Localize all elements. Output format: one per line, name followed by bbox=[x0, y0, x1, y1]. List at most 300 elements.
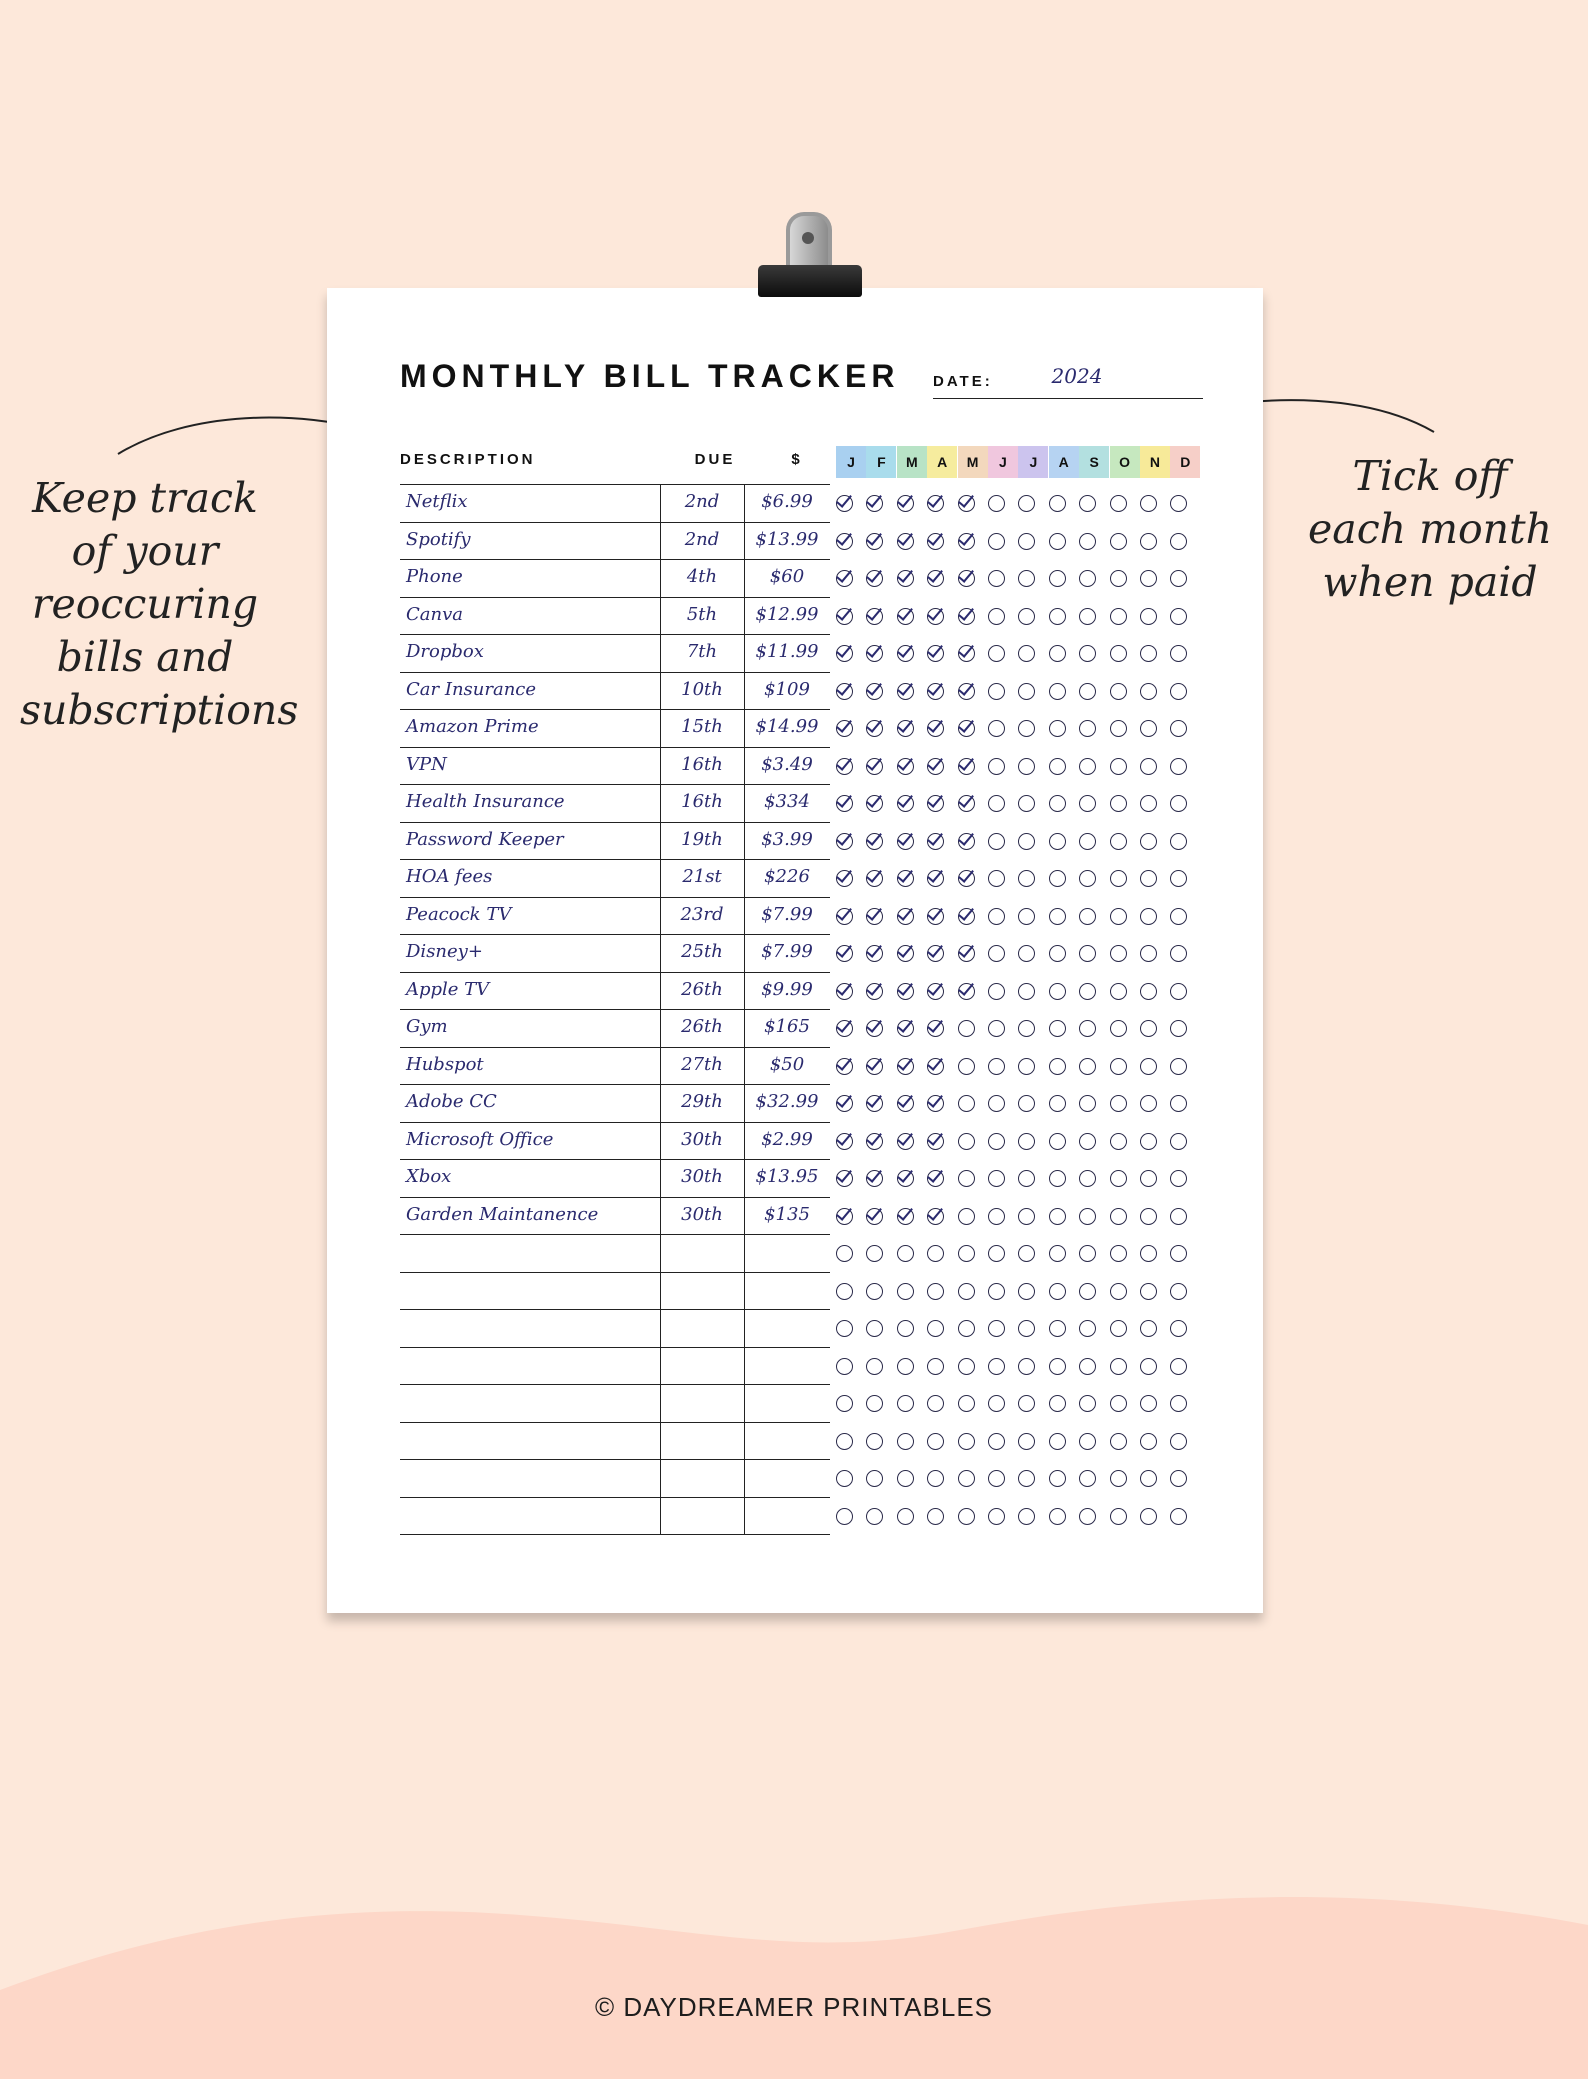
unpaid-circle-icon[interactable] bbox=[1079, 945, 1096, 962]
unpaid-circle-icon[interactable] bbox=[1170, 1058, 1187, 1075]
unpaid-circle-icon[interactable] bbox=[1079, 1245, 1096, 1262]
unpaid-circle-icon[interactable] bbox=[988, 1433, 1005, 1450]
unpaid-circle-icon[interactable] bbox=[1110, 758, 1127, 775]
paid-check-icon[interactable] bbox=[927, 795, 944, 812]
unpaid-circle-icon[interactable] bbox=[1049, 645, 1066, 662]
unpaid-circle-icon[interactable] bbox=[836, 1358, 853, 1375]
unpaid-circle-icon[interactable] bbox=[988, 1058, 1005, 1075]
unpaid-circle-icon[interactable] bbox=[866, 1508, 883, 1525]
unpaid-circle-icon[interactable] bbox=[866, 1395, 883, 1412]
unpaid-circle-icon[interactable] bbox=[1140, 983, 1157, 1000]
paid-check-icon[interactable] bbox=[866, 1095, 883, 1112]
unpaid-circle-icon[interactable] bbox=[1049, 758, 1066, 775]
unpaid-circle-icon[interactable] bbox=[1079, 720, 1096, 737]
unpaid-circle-icon[interactable] bbox=[1018, 1433, 1035, 1450]
paid-check-icon[interactable] bbox=[866, 833, 883, 850]
unpaid-circle-icon[interactable] bbox=[1018, 1020, 1035, 1037]
paid-check-icon[interactable] bbox=[866, 645, 883, 662]
unpaid-circle-icon[interactable] bbox=[1049, 795, 1066, 812]
unpaid-circle-icon[interactable] bbox=[1018, 1170, 1035, 1187]
unpaid-circle-icon[interactable] bbox=[1110, 1133, 1127, 1150]
paid-check-icon[interactable] bbox=[897, 870, 914, 887]
unpaid-circle-icon[interactable] bbox=[1140, 683, 1157, 700]
paid-check-icon[interactable] bbox=[958, 758, 975, 775]
unpaid-circle-icon[interactable] bbox=[1170, 1358, 1187, 1375]
unpaid-circle-icon[interactable] bbox=[1018, 1320, 1035, 1337]
paid-check-icon[interactable] bbox=[958, 608, 975, 625]
unpaid-circle-icon[interactable] bbox=[1140, 1133, 1157, 1150]
paid-check-icon[interactable] bbox=[958, 870, 975, 887]
paid-check-icon[interactable] bbox=[836, 683, 853, 700]
unpaid-circle-icon[interactable] bbox=[1140, 945, 1157, 962]
unpaid-circle-icon[interactable] bbox=[1079, 1470, 1096, 1487]
paid-check-icon[interactable] bbox=[927, 683, 944, 700]
unpaid-circle-icon[interactable] bbox=[1170, 758, 1187, 775]
unpaid-circle-icon[interactable] bbox=[1140, 1170, 1157, 1187]
unpaid-circle-icon[interactable] bbox=[1110, 1245, 1127, 1262]
paid-check-icon[interactable] bbox=[927, 495, 944, 512]
unpaid-circle-icon[interactable] bbox=[1079, 1433, 1096, 1450]
unpaid-circle-icon[interactable] bbox=[1110, 720, 1127, 737]
unpaid-circle-icon[interactable] bbox=[1140, 1433, 1157, 1450]
unpaid-circle-icon[interactable] bbox=[1018, 495, 1035, 512]
paid-check-icon[interactable] bbox=[897, 645, 914, 662]
paid-check-icon[interactable] bbox=[836, 495, 853, 512]
unpaid-circle-icon[interactable] bbox=[1079, 870, 1096, 887]
unpaid-circle-icon[interactable] bbox=[1110, 908, 1127, 925]
unpaid-circle-icon[interactable] bbox=[958, 1020, 975, 1037]
unpaid-circle-icon[interactable] bbox=[1049, 1433, 1066, 1450]
unpaid-circle-icon[interactable] bbox=[1049, 1020, 1066, 1037]
paid-check-icon[interactable] bbox=[897, 683, 914, 700]
paid-check-icon[interactable] bbox=[866, 908, 883, 925]
unpaid-circle-icon[interactable] bbox=[988, 1508, 1005, 1525]
unpaid-circle-icon[interactable] bbox=[927, 1245, 944, 1262]
unpaid-circle-icon[interactable] bbox=[897, 1508, 914, 1525]
unpaid-circle-icon[interactable] bbox=[866, 1470, 883, 1487]
paid-check-icon[interactable] bbox=[958, 833, 975, 850]
paid-check-icon[interactable] bbox=[836, 945, 853, 962]
unpaid-circle-icon[interactable] bbox=[1079, 1358, 1096, 1375]
unpaid-circle-icon[interactable] bbox=[866, 1245, 883, 1262]
unpaid-circle-icon[interactable] bbox=[1079, 645, 1096, 662]
paid-check-icon[interactable] bbox=[897, 758, 914, 775]
paid-check-icon[interactable] bbox=[836, 908, 853, 925]
unpaid-circle-icon[interactable] bbox=[1140, 533, 1157, 550]
unpaid-circle-icon[interactable] bbox=[988, 983, 1005, 1000]
unpaid-circle-icon[interactable] bbox=[1049, 495, 1066, 512]
paid-check-icon[interactable] bbox=[897, 908, 914, 925]
unpaid-circle-icon[interactable] bbox=[988, 683, 1005, 700]
unpaid-circle-icon[interactable] bbox=[1018, 1245, 1035, 1262]
unpaid-circle-icon[interactable] bbox=[1018, 983, 1035, 1000]
unpaid-circle-icon[interactable] bbox=[1140, 833, 1157, 850]
unpaid-circle-icon[interactable] bbox=[1170, 1133, 1187, 1150]
unpaid-circle-icon[interactable] bbox=[1170, 533, 1187, 550]
unpaid-circle-icon[interactable] bbox=[958, 1208, 975, 1225]
unpaid-circle-icon[interactable] bbox=[1170, 1245, 1187, 1262]
unpaid-circle-icon[interactable] bbox=[1049, 533, 1066, 550]
unpaid-circle-icon[interactable] bbox=[897, 1245, 914, 1262]
paid-check-icon[interactable] bbox=[836, 1095, 853, 1112]
unpaid-circle-icon[interactable] bbox=[927, 1470, 944, 1487]
paid-check-icon[interactable] bbox=[958, 983, 975, 1000]
unpaid-circle-icon[interactable] bbox=[1140, 1095, 1157, 1112]
unpaid-circle-icon[interactable] bbox=[958, 1133, 975, 1150]
unpaid-circle-icon[interactable] bbox=[1140, 495, 1157, 512]
unpaid-circle-icon[interactable] bbox=[988, 908, 1005, 925]
unpaid-circle-icon[interactable] bbox=[836, 1395, 853, 1412]
paid-check-icon[interactable] bbox=[958, 720, 975, 737]
unpaid-circle-icon[interactable] bbox=[1110, 870, 1127, 887]
unpaid-circle-icon[interactable] bbox=[1140, 1470, 1157, 1487]
unpaid-circle-icon[interactable] bbox=[1170, 908, 1187, 925]
unpaid-circle-icon[interactable] bbox=[1110, 683, 1127, 700]
unpaid-circle-icon[interactable] bbox=[1170, 1470, 1187, 1487]
unpaid-circle-icon[interactable] bbox=[1049, 1395, 1066, 1412]
unpaid-circle-icon[interactable] bbox=[988, 495, 1005, 512]
paid-check-icon[interactable] bbox=[836, 1020, 853, 1037]
unpaid-circle-icon[interactable] bbox=[836, 1508, 853, 1525]
paid-check-icon[interactable] bbox=[927, 1020, 944, 1037]
unpaid-circle-icon[interactable] bbox=[1140, 1320, 1157, 1337]
unpaid-circle-icon[interactable] bbox=[1110, 1395, 1127, 1412]
unpaid-circle-icon[interactable] bbox=[1018, 1058, 1035, 1075]
unpaid-circle-icon[interactable] bbox=[1049, 1058, 1066, 1075]
unpaid-circle-icon[interactable] bbox=[1170, 495, 1187, 512]
unpaid-circle-icon[interactable] bbox=[958, 1245, 975, 1262]
paid-check-icon[interactable] bbox=[866, 608, 883, 625]
unpaid-circle-icon[interactable] bbox=[1110, 1208, 1127, 1225]
unpaid-circle-icon[interactable] bbox=[1140, 795, 1157, 812]
paid-check-icon[interactable] bbox=[927, 870, 944, 887]
unpaid-circle-icon[interactable] bbox=[1110, 570, 1127, 587]
paid-check-icon[interactable] bbox=[958, 945, 975, 962]
unpaid-circle-icon[interactable] bbox=[897, 1470, 914, 1487]
unpaid-circle-icon[interactable] bbox=[1049, 833, 1066, 850]
paid-check-icon[interactable] bbox=[927, 833, 944, 850]
unpaid-circle-icon[interactable] bbox=[1140, 908, 1157, 925]
unpaid-circle-icon[interactable] bbox=[1049, 720, 1066, 737]
unpaid-circle-icon[interactable] bbox=[1110, 1470, 1127, 1487]
unpaid-circle-icon[interactable] bbox=[1110, 1508, 1127, 1525]
unpaid-circle-icon[interactable] bbox=[1018, 1470, 1035, 1487]
unpaid-circle-icon[interactable] bbox=[1018, 1095, 1035, 1112]
paid-check-icon[interactable] bbox=[897, 983, 914, 1000]
paid-check-icon[interactable] bbox=[866, 870, 883, 887]
unpaid-circle-icon[interactable] bbox=[1110, 945, 1127, 962]
paid-check-icon[interactable] bbox=[958, 495, 975, 512]
unpaid-circle-icon[interactable] bbox=[1170, 720, 1187, 737]
unpaid-circle-icon[interactable] bbox=[927, 1358, 944, 1375]
unpaid-circle-icon[interactable] bbox=[1049, 1508, 1066, 1525]
unpaid-circle-icon[interactable] bbox=[1079, 570, 1096, 587]
unpaid-circle-icon[interactable] bbox=[1170, 1508, 1187, 1525]
unpaid-circle-icon[interactable] bbox=[1170, 683, 1187, 700]
unpaid-circle-icon[interactable] bbox=[1170, 1095, 1187, 1112]
unpaid-circle-icon[interactable] bbox=[1170, 1170, 1187, 1187]
unpaid-circle-icon[interactable] bbox=[1018, 1508, 1035, 1525]
unpaid-circle-icon[interactable] bbox=[897, 1283, 914, 1300]
unpaid-circle-icon[interactable] bbox=[1018, 720, 1035, 737]
unpaid-circle-icon[interactable] bbox=[958, 1358, 975, 1375]
unpaid-circle-icon[interactable] bbox=[1170, 1208, 1187, 1225]
unpaid-circle-icon[interactable] bbox=[866, 1283, 883, 1300]
unpaid-circle-icon[interactable] bbox=[1018, 945, 1035, 962]
unpaid-circle-icon[interactable] bbox=[1170, 608, 1187, 625]
unpaid-circle-icon[interactable] bbox=[836, 1470, 853, 1487]
unpaid-circle-icon[interactable] bbox=[1140, 608, 1157, 625]
unpaid-circle-icon[interactable] bbox=[988, 1133, 1005, 1150]
unpaid-circle-icon[interactable] bbox=[1110, 1320, 1127, 1337]
unpaid-circle-icon[interactable] bbox=[1079, 683, 1096, 700]
unpaid-circle-icon[interactable] bbox=[897, 1358, 914, 1375]
unpaid-circle-icon[interactable] bbox=[927, 1508, 944, 1525]
paid-check-icon[interactable] bbox=[897, 833, 914, 850]
unpaid-circle-icon[interactable] bbox=[988, 1208, 1005, 1225]
unpaid-circle-icon[interactable] bbox=[1140, 870, 1157, 887]
unpaid-circle-icon[interactable] bbox=[897, 1395, 914, 1412]
unpaid-circle-icon[interactable] bbox=[1018, 908, 1035, 925]
unpaid-circle-icon[interactable] bbox=[958, 1320, 975, 1337]
unpaid-circle-icon[interactable] bbox=[988, 1470, 1005, 1487]
paid-check-icon[interactable] bbox=[866, 983, 883, 1000]
unpaid-circle-icon[interactable] bbox=[1049, 1170, 1066, 1187]
unpaid-circle-icon[interactable] bbox=[1079, 533, 1096, 550]
unpaid-circle-icon[interactable] bbox=[1018, 1133, 1035, 1150]
unpaid-circle-icon[interactable] bbox=[1110, 983, 1127, 1000]
unpaid-circle-icon[interactable] bbox=[1170, 1020, 1187, 1037]
paid-check-icon[interactable] bbox=[897, 1095, 914, 1112]
unpaid-circle-icon[interactable] bbox=[988, 1020, 1005, 1037]
paid-check-icon[interactable] bbox=[866, 1170, 883, 1187]
unpaid-circle-icon[interactable] bbox=[988, 1245, 1005, 1262]
unpaid-circle-icon[interactable] bbox=[897, 1320, 914, 1337]
unpaid-circle-icon[interactable] bbox=[1110, 1020, 1127, 1037]
paid-check-icon[interactable] bbox=[927, 645, 944, 662]
unpaid-circle-icon[interactable] bbox=[1018, 683, 1035, 700]
unpaid-circle-icon[interactable] bbox=[988, 870, 1005, 887]
paid-check-icon[interactable] bbox=[866, 1020, 883, 1037]
paid-check-icon[interactable] bbox=[927, 608, 944, 625]
unpaid-circle-icon[interactable] bbox=[1140, 758, 1157, 775]
unpaid-circle-icon[interactable] bbox=[1110, 1170, 1127, 1187]
unpaid-circle-icon[interactable] bbox=[927, 1283, 944, 1300]
unpaid-circle-icon[interactable] bbox=[1140, 1395, 1157, 1412]
unpaid-circle-icon[interactable] bbox=[1140, 645, 1157, 662]
unpaid-circle-icon[interactable] bbox=[1018, 870, 1035, 887]
unpaid-circle-icon[interactable] bbox=[1049, 870, 1066, 887]
unpaid-circle-icon[interactable] bbox=[1049, 1320, 1066, 1337]
unpaid-circle-icon[interactable] bbox=[1049, 1283, 1066, 1300]
unpaid-circle-icon[interactable] bbox=[988, 1283, 1005, 1300]
paid-check-icon[interactable] bbox=[836, 795, 853, 812]
paid-check-icon[interactable] bbox=[897, 1208, 914, 1225]
unpaid-circle-icon[interactable] bbox=[1018, 645, 1035, 662]
unpaid-circle-icon[interactable] bbox=[1018, 1208, 1035, 1225]
unpaid-circle-icon[interactable] bbox=[1170, 833, 1187, 850]
unpaid-circle-icon[interactable] bbox=[1018, 1283, 1035, 1300]
unpaid-circle-icon[interactable] bbox=[1110, 1058, 1127, 1075]
unpaid-circle-icon[interactable] bbox=[1079, 983, 1096, 1000]
unpaid-circle-icon[interactable] bbox=[1140, 1020, 1157, 1037]
unpaid-circle-icon[interactable] bbox=[988, 720, 1005, 737]
unpaid-circle-icon[interactable] bbox=[1079, 495, 1096, 512]
paid-check-icon[interactable] bbox=[927, 1095, 944, 1112]
paid-check-icon[interactable] bbox=[836, 758, 853, 775]
paid-check-icon[interactable] bbox=[866, 945, 883, 962]
unpaid-circle-icon[interactable] bbox=[1049, 683, 1066, 700]
unpaid-circle-icon[interactable] bbox=[1170, 570, 1187, 587]
unpaid-circle-icon[interactable] bbox=[958, 1058, 975, 1075]
unpaid-circle-icon[interactable] bbox=[1170, 870, 1187, 887]
unpaid-circle-icon[interactable] bbox=[1170, 1433, 1187, 1450]
unpaid-circle-icon[interactable] bbox=[866, 1320, 883, 1337]
paid-check-icon[interactable] bbox=[927, 1058, 944, 1075]
paid-check-icon[interactable] bbox=[836, 1058, 853, 1075]
paid-check-icon[interactable] bbox=[927, 1133, 944, 1150]
paid-check-icon[interactable] bbox=[866, 683, 883, 700]
paid-check-icon[interactable] bbox=[897, 495, 914, 512]
paid-check-icon[interactable] bbox=[897, 945, 914, 962]
paid-check-icon[interactable] bbox=[836, 645, 853, 662]
paid-check-icon[interactable] bbox=[927, 983, 944, 1000]
unpaid-circle-icon[interactable] bbox=[1079, 1020, 1096, 1037]
unpaid-circle-icon[interactable] bbox=[1079, 758, 1096, 775]
unpaid-circle-icon[interactable] bbox=[1079, 1508, 1096, 1525]
unpaid-circle-icon[interactable] bbox=[1170, 983, 1187, 1000]
unpaid-circle-icon[interactable] bbox=[866, 1358, 883, 1375]
unpaid-circle-icon[interactable] bbox=[1079, 1095, 1096, 1112]
unpaid-circle-icon[interactable] bbox=[1140, 570, 1157, 587]
paid-check-icon[interactable] bbox=[897, 1020, 914, 1037]
unpaid-circle-icon[interactable] bbox=[1049, 908, 1066, 925]
unpaid-circle-icon[interactable] bbox=[836, 1433, 853, 1450]
unpaid-circle-icon[interactable] bbox=[1079, 833, 1096, 850]
paid-check-icon[interactable] bbox=[897, 1170, 914, 1187]
unpaid-circle-icon[interactable] bbox=[1110, 1283, 1127, 1300]
unpaid-circle-icon[interactable] bbox=[988, 1358, 1005, 1375]
unpaid-circle-icon[interactable] bbox=[897, 1433, 914, 1450]
unpaid-circle-icon[interactable] bbox=[1079, 1058, 1096, 1075]
unpaid-circle-icon[interactable] bbox=[988, 833, 1005, 850]
unpaid-circle-icon[interactable] bbox=[1018, 795, 1035, 812]
paid-check-icon[interactable] bbox=[866, 1058, 883, 1075]
unpaid-circle-icon[interactable] bbox=[1049, 1208, 1066, 1225]
paid-check-icon[interactable] bbox=[897, 1133, 914, 1150]
paid-check-icon[interactable] bbox=[927, 570, 944, 587]
unpaid-circle-icon[interactable] bbox=[1018, 570, 1035, 587]
unpaid-circle-icon[interactable] bbox=[988, 1395, 1005, 1412]
paid-check-icon[interactable] bbox=[897, 795, 914, 812]
unpaid-circle-icon[interactable] bbox=[1140, 1508, 1157, 1525]
paid-check-icon[interactable] bbox=[897, 608, 914, 625]
unpaid-circle-icon[interactable] bbox=[836, 1283, 853, 1300]
unpaid-circle-icon[interactable] bbox=[1110, 645, 1127, 662]
unpaid-circle-icon[interactable] bbox=[1110, 608, 1127, 625]
paid-check-icon[interactable] bbox=[897, 533, 914, 550]
paid-check-icon[interactable] bbox=[866, 720, 883, 737]
paid-check-icon[interactable] bbox=[958, 533, 975, 550]
unpaid-circle-icon[interactable] bbox=[1140, 1208, 1157, 1225]
unpaid-circle-icon[interactable] bbox=[958, 1283, 975, 1300]
paid-check-icon[interactable] bbox=[836, 833, 853, 850]
unpaid-circle-icon[interactable] bbox=[1018, 1395, 1035, 1412]
unpaid-circle-icon[interactable] bbox=[1110, 795, 1127, 812]
unpaid-circle-icon[interactable] bbox=[836, 1245, 853, 1262]
unpaid-circle-icon[interactable] bbox=[1049, 1358, 1066, 1375]
unpaid-circle-icon[interactable] bbox=[988, 1095, 1005, 1112]
unpaid-circle-icon[interactable] bbox=[1110, 1358, 1127, 1375]
paid-check-icon[interactable] bbox=[958, 683, 975, 700]
unpaid-circle-icon[interactable] bbox=[1170, 1320, 1187, 1337]
paid-check-icon[interactable] bbox=[958, 570, 975, 587]
unpaid-circle-icon[interactable] bbox=[1049, 608, 1066, 625]
paid-check-icon[interactable] bbox=[866, 795, 883, 812]
unpaid-circle-icon[interactable] bbox=[1110, 533, 1127, 550]
unpaid-circle-icon[interactable] bbox=[958, 1395, 975, 1412]
unpaid-circle-icon[interactable] bbox=[1079, 795, 1096, 812]
unpaid-circle-icon[interactable] bbox=[1079, 1283, 1096, 1300]
unpaid-circle-icon[interactable] bbox=[988, 533, 1005, 550]
unpaid-circle-icon[interactable] bbox=[1018, 533, 1035, 550]
unpaid-circle-icon[interactable] bbox=[1079, 1320, 1096, 1337]
unpaid-circle-icon[interactable] bbox=[988, 1170, 1005, 1187]
unpaid-circle-icon[interactable] bbox=[1049, 983, 1066, 1000]
unpaid-circle-icon[interactable] bbox=[958, 1508, 975, 1525]
unpaid-circle-icon[interactable] bbox=[1170, 645, 1187, 662]
unpaid-circle-icon[interactable] bbox=[1079, 1170, 1096, 1187]
paid-check-icon[interactable] bbox=[897, 1058, 914, 1075]
paid-check-icon[interactable] bbox=[866, 758, 883, 775]
unpaid-circle-icon[interactable] bbox=[1079, 1133, 1096, 1150]
paid-check-icon[interactable] bbox=[866, 1133, 883, 1150]
paid-check-icon[interactable] bbox=[866, 533, 883, 550]
paid-check-icon[interactable] bbox=[866, 1208, 883, 1225]
paid-check-icon[interactable] bbox=[836, 983, 853, 1000]
unpaid-circle-icon[interactable] bbox=[958, 1470, 975, 1487]
paid-check-icon[interactable] bbox=[836, 608, 853, 625]
paid-check-icon[interactable] bbox=[958, 795, 975, 812]
paid-check-icon[interactable] bbox=[836, 720, 853, 737]
unpaid-circle-icon[interactable] bbox=[1170, 945, 1187, 962]
unpaid-circle-icon[interactable] bbox=[1140, 1058, 1157, 1075]
paid-check-icon[interactable] bbox=[836, 1170, 853, 1187]
unpaid-circle-icon[interactable] bbox=[1018, 1358, 1035, 1375]
paid-check-icon[interactable] bbox=[927, 720, 944, 737]
unpaid-circle-icon[interactable] bbox=[958, 1170, 975, 1187]
unpaid-circle-icon[interactable] bbox=[1140, 1358, 1157, 1375]
unpaid-circle-icon[interactable] bbox=[1170, 1283, 1187, 1300]
paid-check-icon[interactable] bbox=[927, 1208, 944, 1225]
paid-check-icon[interactable] bbox=[866, 570, 883, 587]
paid-check-icon[interactable] bbox=[897, 570, 914, 587]
unpaid-circle-icon[interactable] bbox=[988, 570, 1005, 587]
paid-check-icon[interactable] bbox=[836, 533, 853, 550]
paid-check-icon[interactable] bbox=[836, 1133, 853, 1150]
unpaid-circle-icon[interactable] bbox=[866, 1433, 883, 1450]
paid-check-icon[interactable] bbox=[927, 533, 944, 550]
unpaid-circle-icon[interactable] bbox=[927, 1433, 944, 1450]
unpaid-circle-icon[interactable] bbox=[1110, 495, 1127, 512]
paid-check-icon[interactable] bbox=[836, 570, 853, 587]
paid-check-icon[interactable] bbox=[927, 945, 944, 962]
paid-check-icon[interactable] bbox=[927, 1170, 944, 1187]
unpaid-circle-icon[interactable] bbox=[988, 645, 1005, 662]
unpaid-circle-icon[interactable] bbox=[1079, 608, 1096, 625]
unpaid-circle-icon[interactable] bbox=[1170, 795, 1187, 812]
paid-check-icon[interactable] bbox=[927, 908, 944, 925]
